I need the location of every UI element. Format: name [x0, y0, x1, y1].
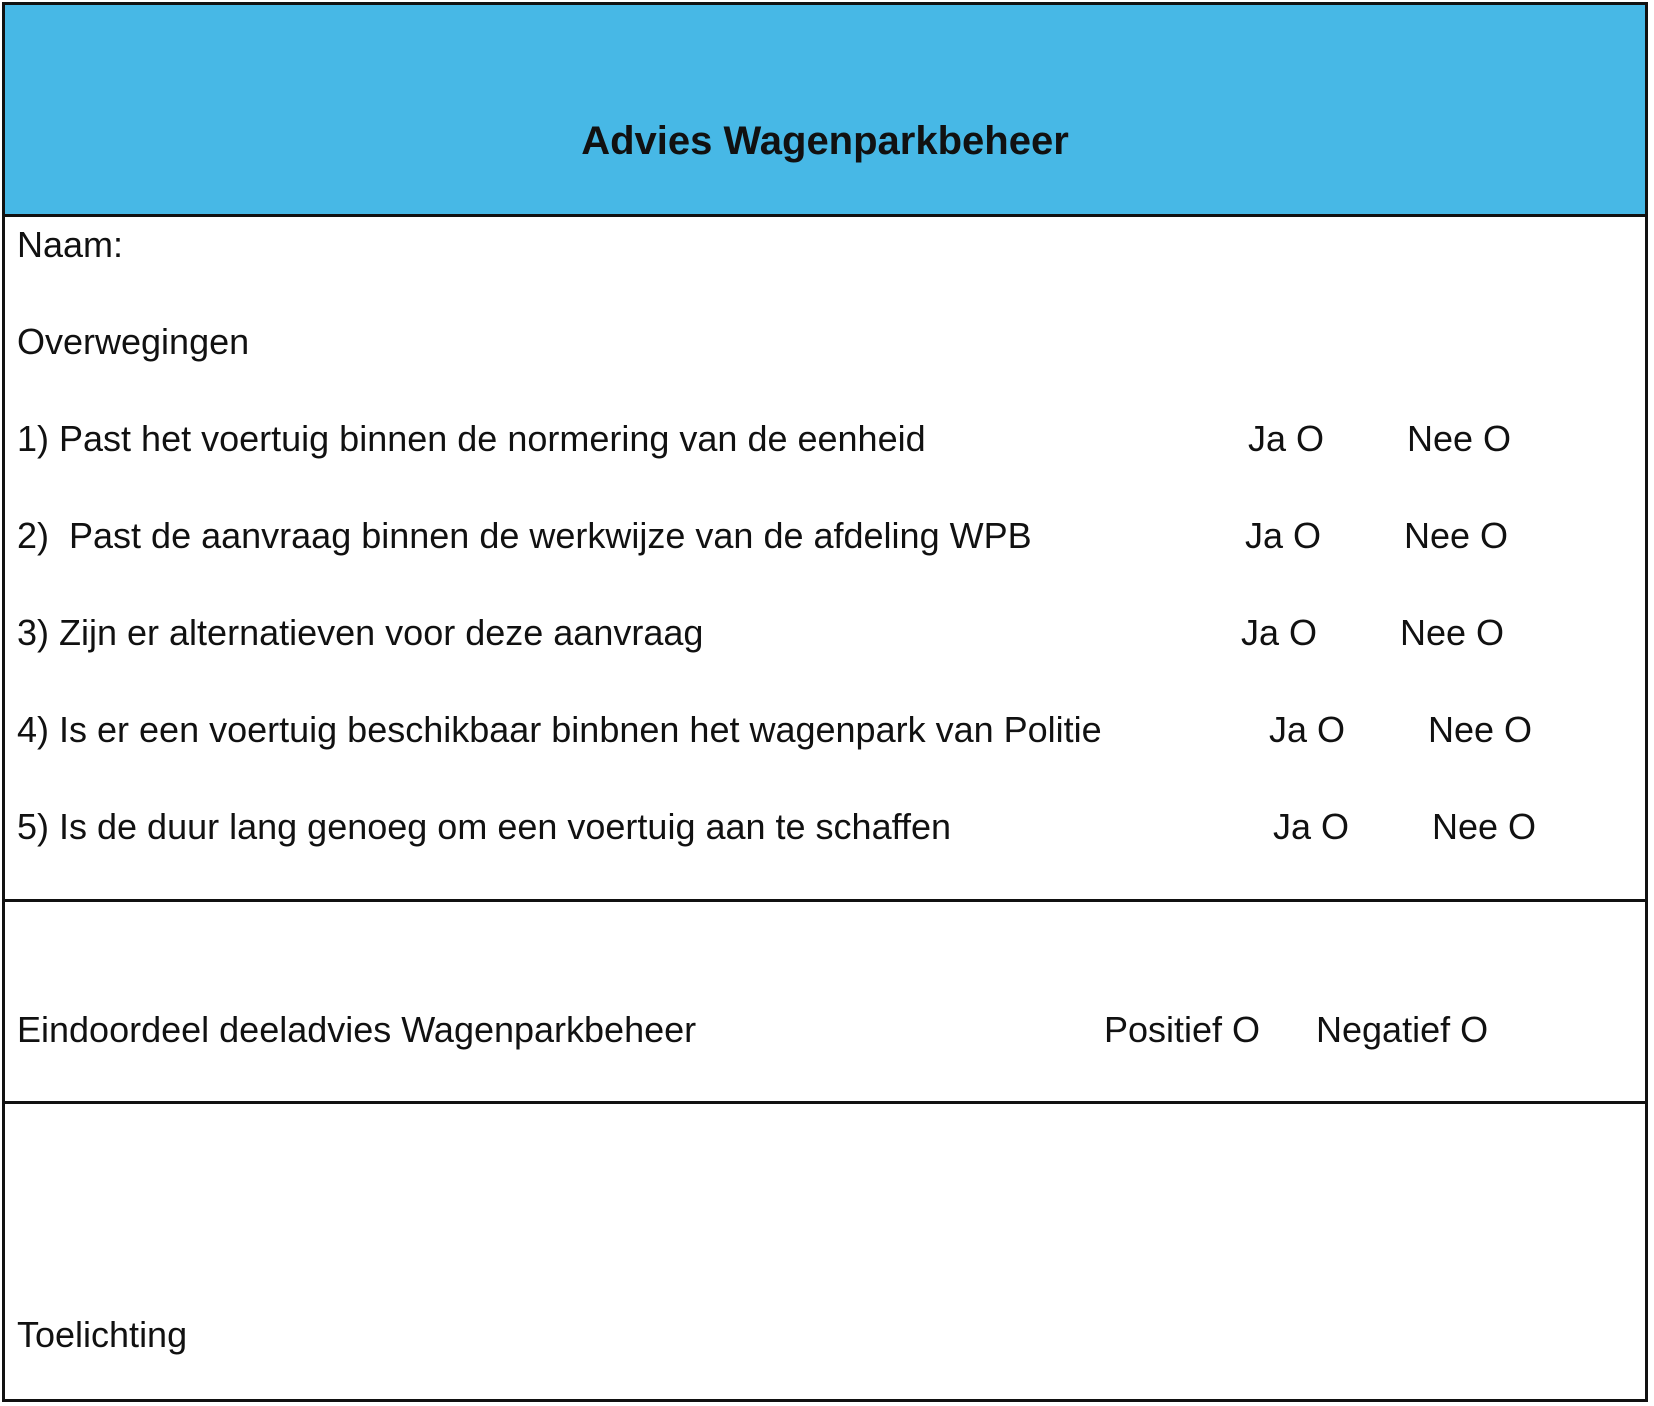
question-5-yes-option[interactable]: Ja O [1273, 806, 1350, 847]
question-4-yes-option[interactable]: Ja O [1269, 709, 1346, 750]
verdict-negative-option[interactable]: Negatief O [1316, 1009, 1489, 1050]
question-4-no-option[interactable]: Nee O [1428, 709, 1533, 750]
question-1-text: 1) Past het voertuig binnen de normering van de eenheid [17, 418, 926, 459]
notes-label: Toelichting [17, 1314, 188, 1355]
verdict-label: Eindoordeel deeladvies Wagenparkbeheer [17, 1009, 697, 1050]
verdict-positive-option[interactable]: Positief O [1104, 1009, 1261, 1050]
verdict-section [5, 902, 1645, 1104]
question-5-no-option[interactable]: Nee O [1432, 806, 1537, 847]
name-label: Naam: [17, 224, 124, 265]
question-3-text: 3) Zijn er alternatieven voor deze aanvraag [17, 612, 704, 653]
question-1-yes-option[interactable]: Ja O [1248, 418, 1325, 459]
notes-section [5, 1104, 1645, 1400]
question-1-no-option[interactable]: Nee O [1407, 418, 1512, 459]
question-4-text: 4) Is er een voertuig beschikbaar binbnen het wagenpark van Politie [17, 709, 1102, 750]
question-2-text: 2) Past de aanvraag binnen de werkwijze van de afdeling WPB [17, 515, 1032, 556]
form-title: Advies Wagenparkbeheer [581, 119, 1069, 163]
question-5-text: 5) Is de duur lang genoeg om een voertuig aan te schaffen [17, 806, 951, 847]
form-header [5, 5, 1645, 217]
question-2-yes-option[interactable]: Ja O [1245, 515, 1322, 556]
considerations-section [5, 217, 1645, 902]
question-2-no-option[interactable]: Nee O [1404, 515, 1509, 556]
considerations-heading: Overwegingen [17, 321, 250, 362]
question-3-no-option[interactable]: Nee O [1400, 612, 1505, 653]
advice-form [2, 2, 1648, 1402]
question-3-yes-option[interactable]: Ja O [1241, 612, 1318, 653]
